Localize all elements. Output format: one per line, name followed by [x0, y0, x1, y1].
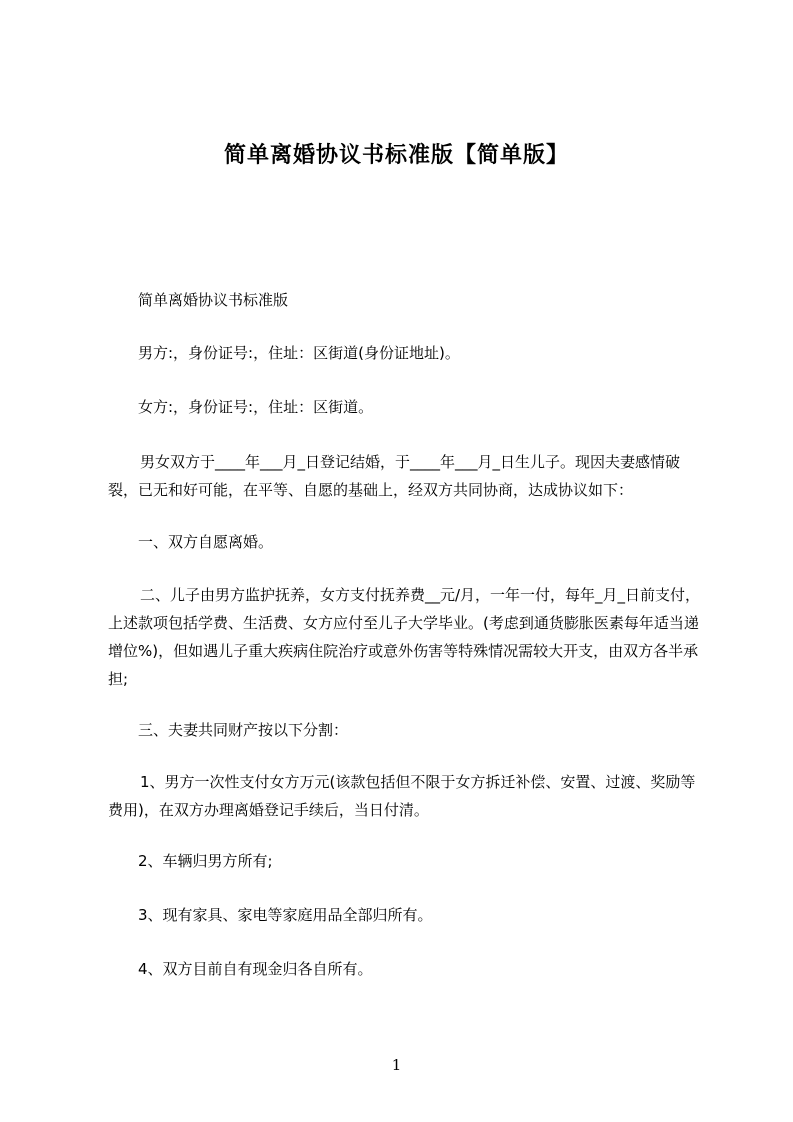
paragraph-property-4: 4、双方目前自有现金归各自所有。: [138, 960, 373, 978]
paragraph-subtitle: 简单离婚协议书标准版: [138, 291, 289, 309]
paragraph-property-1: 1、男方一次性支付女方万元(该款包括但不限于女方拆迁补偿、安置、过渡、奖励等费用)，在双方办理离婚登记手续后，当日付清。: [108, 773, 696, 819]
page-number: 1: [391, 1056, 402, 1074]
paragraph-clause-1: 一、双方自愿离婚。: [138, 533, 274, 551]
paragraph-female-party: 女方:，身份证号:，住址：区街道。: [138, 398, 374, 416]
paragraph-property-2: 2、车辆归男方所有;: [138, 852, 273, 870]
paragraph-clause-3: 三、夫妻共同财产按以下分割：: [138, 721, 349, 739]
paragraph-property-3: 3、现有家具、家电等家庭用品全部归所有。: [138, 906, 433, 924]
paragraph-clause-2: 二、儿子由男方监护抚养，女方支付抚养费__元/月，一年一付，每年_月_日前支付，上述款项包括学费、生活费、女方应付至儿子大学毕业。(考虑到通货膨胀医素每年适当递增位%)，但如遇儿子重大疾病住院治疗或意外伤害等特殊情况需较大开支，由双方各半承担;: [108, 586, 701, 688]
document-title: 简单离婚协议书标准版【简单版】: [223, 143, 569, 168]
paragraph-male-party: 男方:，身份证号:，住址：区街道(身份证地址)。: [138, 344, 460, 362]
paragraph-marriage-info: 男女双方于____年___月_日登记结婚，于____年___月_日生儿子。现因夫妻感情破裂，已无和好可能，在平等、自愿的基础上，经双方共同协商，达成协议如下：: [108, 453, 681, 499]
